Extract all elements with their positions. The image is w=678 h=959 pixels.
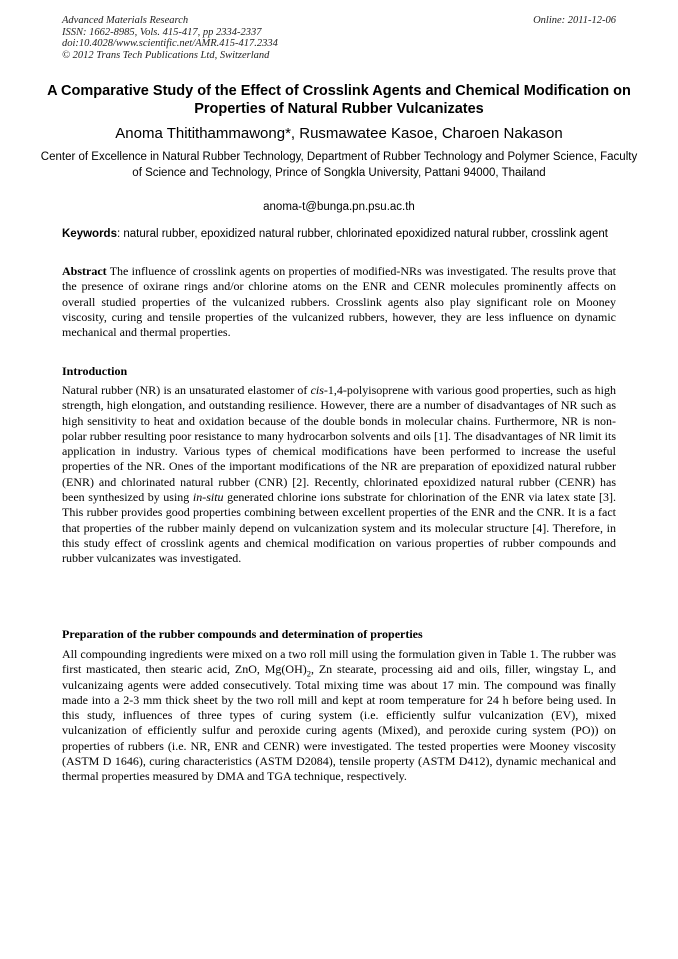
introduction-paragraph — [62, 383, 616, 567]
intro-text-3: generated chlorine ions substrate for chlorination of the ENR via latex state [3]. This rubber provides good properties combining between excellent properties of the ENR and the CNR. It is a fact that properties of the rubber mainly depend on vulcanization system and its molecular structure [4]. Therefore, in this study effect of crosslink agents and chemical modification on various properties of rubber compounds and rubber vulcanizates was investigated. — [62, 490, 616, 566]
abstract — [62, 264, 616, 340]
journal-header — [62, 15, 616, 61]
prep-subscript: 2 — [306, 668, 311, 679]
abstract-text: The influence of crosslink agents on properties of modified-NRs was investigated. The results prove that the presence of oxirane rings and/or chlorine atoms on the ENR and CENR molecules prominently affects on overall studied properties of the vulcanized rubbers. Crosslink agents also play significant role on Mooney viscosity, curing and tensile properties of the vulcanized rubbers, however, they are less influence on dynamic mechanical and thermal properties. — [62, 264, 616, 340]
keywords-text: : natural rubber, epoxidized natural rubber, chlorinated epoxidized natural rubber, crosslink agent — [116, 228, 608, 240]
intro-text-1: Natural rubber (NR) is an unsaturated elastomer of — [62, 383, 311, 397]
introduction-heading: Introduction — [62, 364, 128, 378]
paper-affiliation: Center of Excellence in Natural Rubber Technology, Department of Rubber Technology and Polymer Science, Faculty of Science and Technology, Prince of Songkla University, Pattani 94000, Thailand — [40, 151, 638, 179]
journal-name: Advanced Materials Research — [62, 15, 189, 26]
preparation-heading: Preparation of the rubber compounds and determination of properties — [62, 627, 423, 641]
intro-cis: cis — [310, 383, 324, 397]
abstract-label: Abstract — [62, 264, 107, 278]
journal-copyright: © 2012 Trans Tech Publications Ltd, Switzerland — [62, 49, 270, 61]
preparation-paragraph — [62, 647, 616, 785]
journal-issn: ISSN: 1662-8985, Vols. 415-417, pp 2334-2337 — [62, 26, 262, 38]
intro-text-2: -1,4-polyisoprene with various good properties, such as high strength, high elongation, and outstanding resilience. However, there are a number of disadvantages of NR such as high sensitivity to heat and oxidation because of the double bonds in molecular chains. Furthermore, NR is non-polar rubber resulting poor resistance to many hydrocarbon solvents and oils [1]. The disadvantages of NR limit its application in industry. Various types of chemical modifications have been performed to increase the useful properties of the NR. Ones of the important modifications of the NR are preparation of epoxidized natural rubber (ENR) and chlorinated natural rubber (CNR) [2]. Recently, chlorinated epoxidized natural rubber (CENR) has been synthesized by using — [62, 383, 616, 505]
author-email[interactable]: anoma-t@bunga.pn.psu.ac.th — [263, 201, 415, 213]
journal-doi[interactable]: doi:10.4028/www.scientific.net/AMR.415-417.2334 — [62, 38, 278, 49]
prep-text-2: , Zn stearate, processing aid and oils, filler, wingstay L, and vulcanizaing agents were added consecutively. Total mixing time was about 17 min. The compound was finally made into a 2-3 mm thick sheet by the two roll mill and kept at room temperature for 24 h before being used. In this study, influences of three types of curing system (i.e. efficiently sulfur vulcanization (EV), mixed vulcanization of efficiently sulfur and peroxide curing agents (Mixed), and peroxide curing system (PO)) on properties of rubbers (i.e. NR, ENR and CENR) were investigated. The tested properties were Mooney viscosity (ASTM D 1646), curing characteristics (ASTM D2084), tensile property (ASTM D412), dynamic mechanical and thermal properties measured by DMA and TGA technique, respectively. — [62, 662, 616, 784]
keywords — [62, 227, 616, 243]
paper-title: A Comparative Study of the Effect of Crosslink Agents and Chemical Modification on Properties of Natural Rubber Vulcanizates — [47, 83, 631, 117]
intro-insitu: in-situ — [192, 490, 224, 505]
keywords-label: Keywords — [62, 228, 117, 240]
prep-text-1: All compounding ingredients were mixed on a two roll mill using the formulation given in Table 1. The rubber was first masticated, then stearic acid, ZnO, Mg(OH) — [62, 647, 616, 677]
online-date: Online: 2011-12-06 — [533, 15, 616, 26]
paper-authors: Anoma Thitithammawong*, Rusmawatee Kasoe, Charoen Nakason — [115, 125, 563, 142]
